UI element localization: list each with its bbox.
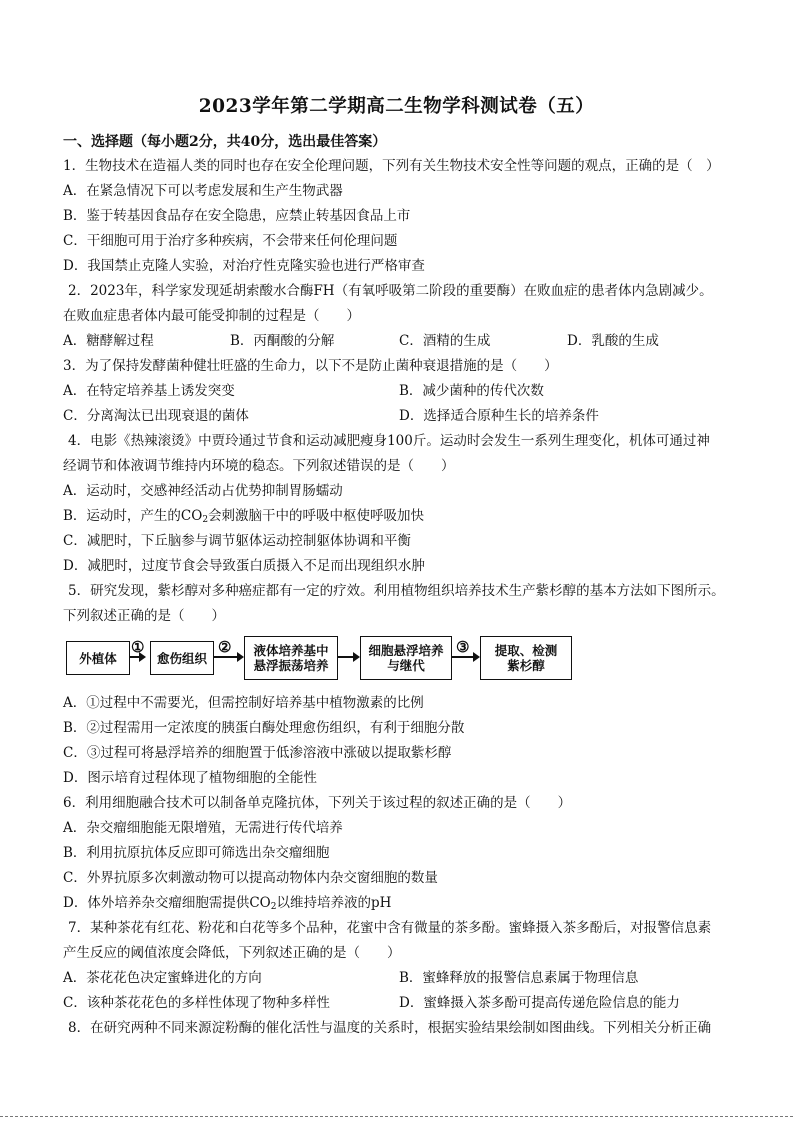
question-3-option-d: D．选择适合原种生长的培养条件 xyxy=(399,408,599,424)
question-6-option-a: A．杂交瘤细胞能无限增殖，无需进行传代培养 xyxy=(63,820,343,836)
question-2-option-b: B．丙酮酸的分解 xyxy=(230,333,335,349)
question-3-stem: 3．为了保持发酵菌种健壮旺盛的生命力，以下不是防止菌种衰退措施的是（ ） xyxy=(63,358,558,374)
flow-box-extract-line1: 提取、检测 xyxy=(494,643,558,658)
question-4-option-b: B．运动时，产生的$CO_2$会刺激脑干中的呼吸中枢使呼吸加快 xyxy=(63,508,425,525)
flow-box-extract-line2: 紫杉醇 xyxy=(507,658,545,673)
question-6-option-b: B．利用抗原抗体反应即可筛选出杂交瘤细胞 xyxy=(63,845,330,861)
question-5-stem-line1: 5．研究发现，紫杉醇对多种癌症都有一定的疗效。利用植物组织培养技术生产紫杉醇的基本方法如下图所示。 xyxy=(68,583,725,599)
question-5-option-b: B．②过程需用一定浓度的胰蛋白酶处理愈伤组织，有利于细胞分散 xyxy=(63,720,465,736)
flow-box-liquid-culture xyxy=(244,636,338,680)
question-4-option-c: C．减肥时，下丘脑参与调节躯体运动控制躯体协调和平衡 xyxy=(63,533,411,549)
section-header: 一、选择题（每小题2分，共40分，选出最佳答案） xyxy=(63,134,387,150)
question-2-stem-line1: 2．2023年，科学家发现延胡索酸水合酶FH（有氧呼吸第二阶段的重要酶）在败血症的患者体内急剧减少。 xyxy=(68,283,713,299)
question-7-option-b: B．蜜蜂释放的报警信息素属于物理信息 xyxy=(399,970,639,986)
flow-arrow-2 xyxy=(214,656,242,658)
question-6-option-d: D．体外培养杂交瘤细胞需提供$CO_2$以维持培养液的pH xyxy=(63,895,392,912)
question-7-option-a: A．茶花花色决定蜜蜂进化的方向 xyxy=(63,970,262,986)
question-7-stem-line1: 7．某种茶花有红花、粉花和白花等多个品种，花蜜中含有微量的茶多酚。蜜蜂摄入茶多酚后，对报警信息素 xyxy=(68,920,712,936)
page-bottom-divider xyxy=(0,1116,793,1117)
question-7-option-d: D．蜜蜂摄入茶多酚可提高传递危险信息的能力 xyxy=(399,995,680,1011)
question-6-stem: 6．利用细胞融合技术可以制备单克隆抗体，下列关于该过程的叙述正确的是（ ） xyxy=(63,795,572,811)
question-7-option-c: C．该种茶花花色的多样性体现了物种多样性 xyxy=(63,995,330,1011)
flow-box-callus: 愈伤组织 xyxy=(150,641,214,675)
question-2-option-a: A．糖酵解过程 xyxy=(63,333,154,349)
flow-box-suspension-culture-line2: 与继代 xyxy=(387,658,425,673)
question-2-stem-line2: 在败血症患者体内最可能受抑制的过程是（ ） xyxy=(63,308,360,324)
question-2-option-c: C．酒精的生成 xyxy=(399,333,491,349)
question-1-option-d: D．我国禁止克隆人实验，对治疗性克隆实验也进行严格审查 xyxy=(63,258,425,274)
question-1-option-a: A．在紧急情况下可以考虑发展和生产生物武器 xyxy=(63,183,343,199)
paper-title: 2023学年第二学期高二生物学科测试卷（五） xyxy=(198,96,595,117)
question-4-stem-line1: 4．电影《热辣滚烫》中贾玲通过节食和运动减肥瘦身100斤。运动时会发生一系列生理变化，机体可通过神 xyxy=(68,433,710,449)
flow-arrow-1 xyxy=(130,656,144,658)
question-5-option-c: C．③过程可将悬浮培养的细胞置于低渗溶液中涨破以提取紫杉醇 xyxy=(63,745,452,761)
question-6-option-c: C．外界抗原多次刺激动物可以提高动物体内杂交窗细胞的数量 xyxy=(63,870,438,886)
question-1-option-c: C．干细胞可用于治疗多种疾病，不会带来任何伦理问题 xyxy=(63,233,398,249)
flow-box-explant: 外植体 xyxy=(66,641,130,675)
question-5-option-d: D．图示培育过程体现了植物细胞的全能性 xyxy=(63,770,317,786)
question-1-option-b: B．鉴于转基因食品存在安全隐患，应禁止转基因食品上市 xyxy=(63,208,411,224)
process-flow-diagram xyxy=(66,636,576,680)
flow-box-extract xyxy=(480,636,572,680)
flow-step-1: ① xyxy=(131,638,145,656)
question-5-stem-line2: 下列叙述正确的是（ ） xyxy=(63,608,225,624)
flow-arrow-4 xyxy=(452,656,478,658)
flow-box-liquid-culture-line2: 悬浮振荡培养 xyxy=(253,658,329,673)
question-2-option-d: D．乳酸的生成 xyxy=(567,333,659,349)
question-4-option-a: A．运动时，交感神经活动占优势抑制胃肠蠕动 xyxy=(63,483,343,499)
flow-arrow-3 xyxy=(338,656,358,658)
flow-step-2: ② xyxy=(218,638,232,656)
question-8-stem-line1: 8．在研究两种不同来源淀粉酶的催化活性与温度的关系时，根据实验结果绘制如图曲线。下列相关分析正确 xyxy=(68,1020,712,1036)
question-7-stem-line2: 产生反应的阈值浓度会降低，下列叙述正确的是（ ） xyxy=(63,945,401,961)
question-3-option-c: C．分离淘汰已出现衰退的菌体 xyxy=(63,408,249,424)
flow-step-3: ③ xyxy=(456,638,470,656)
question-3-option-b: B．减少菌种的传代次数 xyxy=(399,383,544,399)
question-1-stem: 1．生物技术在造福人类的同时也存在安全伦理问题，下列有关生物技术安全性等问题的观点，正确的是（ ） xyxy=(63,158,720,174)
question-4-option-d: D．减肥时，过度节食会导致蛋白质摄入不足而出现组织水肿 xyxy=(63,558,425,574)
flow-box-suspension-culture-line1: 细胞悬浮培养 xyxy=(368,643,444,658)
question-4-stem-line2: 经调节和体液调节维持内环境的稳态。下列叙述错误的是（ ） xyxy=(63,458,455,474)
question-3-option-a: A．在特定培养基上诱发突变 xyxy=(63,383,235,399)
question-5-option-a: A．①过程中不需要光，但需控制好培养基中植物激素的比例 xyxy=(63,695,424,711)
flow-box-liquid-culture-line1: 液体培养基中 xyxy=(253,643,329,658)
flow-box-suspension-culture xyxy=(360,636,452,680)
